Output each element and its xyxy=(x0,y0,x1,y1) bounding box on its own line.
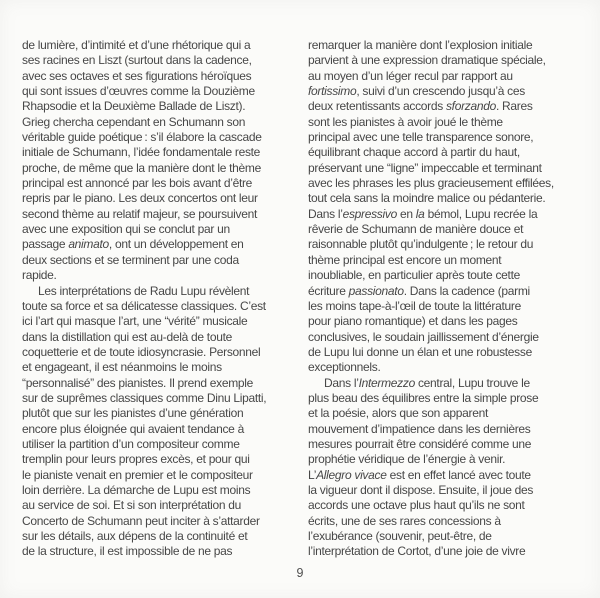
text-line xyxy=(22,468,298,483)
text-line xyxy=(22,376,298,391)
text-segment: Rhapsodie et la Deuxième Ballade de Liszt). xyxy=(22,99,246,114)
text-segment: bémol, Lupu recrée la xyxy=(424,206,538,221)
text-segment: véritable guide poétique : s’il élabore la cascade xyxy=(22,130,262,145)
italic-term: passionato xyxy=(348,283,404,298)
text-line xyxy=(308,391,588,406)
text-line xyxy=(22,544,298,559)
text-line xyxy=(22,422,298,437)
text-line xyxy=(308,544,588,559)
text-segment: qui sont issues d’œuvres comme la Douzième xyxy=(22,84,255,99)
text-line xyxy=(308,69,588,84)
text-segment: mouvement d’impatience dans les dernières xyxy=(308,421,531,436)
text-segment: rapide. xyxy=(22,268,57,283)
text-segment: ses racines en Liszt (surtout dans la cadence, xyxy=(22,53,252,68)
text-segment: raisonnable plutôt qu’indulgente ; le retour du xyxy=(308,237,534,252)
text-line xyxy=(308,253,588,268)
text-line xyxy=(22,514,298,529)
text-segment: encore plus éloignée qui avaient tendance à xyxy=(22,421,244,436)
text-line xyxy=(308,529,588,544)
text-line xyxy=(308,452,588,467)
text-line xyxy=(22,330,298,345)
text-segment: plus beau des équilibres entre la simple prose xyxy=(308,390,539,405)
text-segment: passage xyxy=(22,237,69,252)
text-line xyxy=(22,222,298,237)
text-segment: pour piano romantique) et dans les pages xyxy=(308,314,518,329)
text-line xyxy=(308,222,588,237)
italic-term: Allegro vivace xyxy=(316,467,387,482)
text-segment: tremplin pour leurs propres excès, et pour qui xyxy=(22,452,250,467)
text-line xyxy=(22,69,298,84)
text-line xyxy=(22,437,298,452)
text-line xyxy=(22,529,298,544)
text-line xyxy=(22,483,298,498)
text-line xyxy=(308,99,588,114)
text-segment: exceptionnels. xyxy=(308,360,381,375)
text-line xyxy=(22,299,298,314)
text-line xyxy=(308,115,588,130)
left-column xyxy=(22,38,298,560)
text-line xyxy=(22,237,298,252)
text-segment: tout cela sans la moindre malice ou pédanterie. xyxy=(308,191,546,206)
text-line xyxy=(308,422,588,437)
text-line xyxy=(22,406,298,421)
text-segment: , suivi d’un crescendo jusqu’à ces xyxy=(356,84,525,99)
text-line xyxy=(22,161,298,176)
text-segment: Les interprétations de Radu Lupu révèlent xyxy=(38,283,250,298)
text-line xyxy=(308,406,588,421)
text-line xyxy=(308,207,588,222)
text-segment: deux sections et se terminent par une coda xyxy=(22,252,239,267)
text-line xyxy=(22,360,298,375)
text-segment: préservant une “ligne” impeccable et terminant xyxy=(308,160,542,175)
text-segment: , ont un développement en xyxy=(108,237,244,252)
text-line xyxy=(22,176,298,191)
text-segment: toute sa force et sa délicatesse classiques. C’est xyxy=(22,298,266,313)
text-line xyxy=(308,268,588,283)
text-segment: principal avec une telle transparence sonore, xyxy=(308,130,534,145)
text-line xyxy=(22,268,298,283)
text-line xyxy=(308,237,588,252)
text-line xyxy=(308,84,588,99)
text-segment: écrits, une de ses rares concessions à xyxy=(308,513,501,528)
text-segment: principal est annoncé par les bois avant d’être xyxy=(22,176,253,191)
text-line xyxy=(22,145,298,160)
text-line xyxy=(22,84,298,99)
text-line xyxy=(308,130,588,145)
text-segment: Concerto de Schumann peut inciter à s’attarder xyxy=(22,513,260,528)
text-segment: second thème au relatif majeur, se poursuivent xyxy=(22,206,258,221)
text-segment: proche, de même que la manière dont le thème xyxy=(22,160,261,175)
text-segment: et la poésie, alors que son apparent xyxy=(308,406,488,421)
text-line xyxy=(308,514,588,529)
text-segment: sur de suprêmes classiques comme Dinu Lipatti, xyxy=(22,390,267,405)
text-line xyxy=(22,130,298,145)
text-segment: accords une octave plus haut qu’ils ne sont xyxy=(308,498,525,513)
text-line xyxy=(22,452,298,467)
text-segment: deux retentissants accords xyxy=(308,99,446,114)
italic-term: espressivo xyxy=(342,206,397,221)
text-line xyxy=(308,498,588,513)
text-line xyxy=(308,53,588,68)
text-line xyxy=(22,191,298,206)
text-line xyxy=(308,145,588,160)
text-segment: l’exubérance (souvenir, peut-être, de xyxy=(308,529,492,543)
text-segment: sont les pianistes à avoir joué le thème xyxy=(308,114,503,129)
text-segment: remarquer la manière dont l’explosion initiale xyxy=(308,38,533,52)
italic-term: la xyxy=(415,206,425,221)
text-segment: est en effet lancé avec toute xyxy=(386,467,531,482)
text-segment: utiliser la partition d’un compositeur comme xyxy=(22,436,240,451)
text-segment: dans la distillation qui est au-delà de toute xyxy=(22,329,232,344)
text-segment: de lumière, d’intimité et d’une rhétorique qui a xyxy=(22,38,251,52)
text-segment: de la structure, il est impossible de ne pas xyxy=(22,544,233,559)
text-line xyxy=(22,38,298,53)
text-line xyxy=(22,498,298,513)
text-segment: . Rares xyxy=(495,99,533,114)
text-segment: avec ses octaves et ses figurations héroïques xyxy=(22,68,252,83)
text-segment: avec les phrases les plus gracieusement effilées, xyxy=(308,176,554,191)
text-segment: inoubliable, en particulier après toute cette xyxy=(308,268,520,283)
page-number: 9 xyxy=(296,566,304,580)
italic-term: Intermezzo xyxy=(358,375,415,390)
text-segment: initiale de Schumann, l’idée fondamentale reste xyxy=(22,145,261,160)
text-segment: parvient à une expression dramatique spéciale, xyxy=(308,53,546,68)
text-line xyxy=(308,176,588,191)
italic-term: fortissimo xyxy=(308,84,357,99)
text-line xyxy=(22,345,298,360)
text-line xyxy=(22,391,298,406)
text-segment: l’interprétation de Cortot, d’une joie de vivre xyxy=(308,544,526,559)
text-line xyxy=(22,99,298,114)
text-segment: au service de soi. Et si son interprétation du xyxy=(22,498,241,513)
text-segment: mesures pourrait être considéré comme une xyxy=(308,436,532,451)
text-line xyxy=(308,483,588,498)
text-line xyxy=(22,53,298,68)
italic-term: sforzando xyxy=(445,99,496,114)
text-segment: en xyxy=(396,206,416,221)
text-segment: et engageant, il est néanmoins le moins xyxy=(22,360,222,375)
text-line xyxy=(308,330,588,345)
text-segment: écriture xyxy=(308,283,349,298)
text-segment: sur les détails, aux dépens de la continuité et xyxy=(22,529,248,543)
text-segment: la vigueur dont il dispose. Ensuite, il joue des xyxy=(308,482,534,497)
text-line xyxy=(308,191,588,206)
text-segment: L’ xyxy=(308,467,317,482)
text-segment: “personnalisé” des pianistes. Il prend exemple xyxy=(22,375,253,390)
text-line xyxy=(308,284,588,299)
text-segment: loin derrière. La démarche de Lupu est moins xyxy=(22,482,251,497)
text-segment: Grieg chercha cependant en Schumann son xyxy=(22,114,246,129)
text-line xyxy=(22,284,298,299)
text-line xyxy=(308,376,588,391)
text-segment: les moins tape-à-l’œil de toute la littérature xyxy=(308,298,521,313)
text-line xyxy=(22,207,298,222)
text-segment: rêverie de Schumann de manière douce et xyxy=(308,222,524,237)
text-segment: repris par le piano. Les deux concertos ont leur xyxy=(22,191,258,206)
text-line xyxy=(308,345,588,360)
italic-term: animato xyxy=(68,237,109,252)
text-segment: coquetterie et de toute idiosyncrasie. Personnel xyxy=(22,344,261,359)
text-line xyxy=(308,360,588,375)
text-segment: central, Lupu trouve le xyxy=(414,375,530,390)
text-segment: Dans l’ xyxy=(308,206,343,221)
text-segment: au moyen d’un léger recul par rapport au xyxy=(308,68,513,83)
text-line xyxy=(308,468,588,483)
text-line xyxy=(22,253,298,268)
text-line xyxy=(308,437,588,452)
text-segment: plutôt que sur les pianistes d’une génération xyxy=(22,406,244,421)
right-column xyxy=(308,38,588,560)
text-line xyxy=(22,115,298,130)
text-segment: de Lupu lui donne un élan et une robustesse xyxy=(308,344,532,359)
text-line xyxy=(308,161,588,176)
text-segment: conclusives, le soudain jaillissement d’énergie xyxy=(308,329,539,344)
text-segment: thème principal est encore un moment xyxy=(308,252,502,267)
text-line xyxy=(308,314,588,329)
text-segment: . Dans la cadence (parmi xyxy=(403,283,530,298)
text-line xyxy=(308,299,588,314)
text-segment: équilibrant chaque accord à partir du haut, xyxy=(308,145,520,160)
text-segment: le pianiste venait en premier et le compositeur xyxy=(22,467,253,482)
text-segment: Dans l’ xyxy=(324,375,359,390)
text-segment: prophétie véridique de l’énergie à venir. xyxy=(308,452,506,467)
text-segment: avec une exposition qui se conclut par un xyxy=(22,222,230,237)
text-line xyxy=(22,314,298,329)
text-segment: ici l’art qui masque l’art, une “vérité” musicale xyxy=(22,314,248,329)
text-line xyxy=(308,38,588,53)
